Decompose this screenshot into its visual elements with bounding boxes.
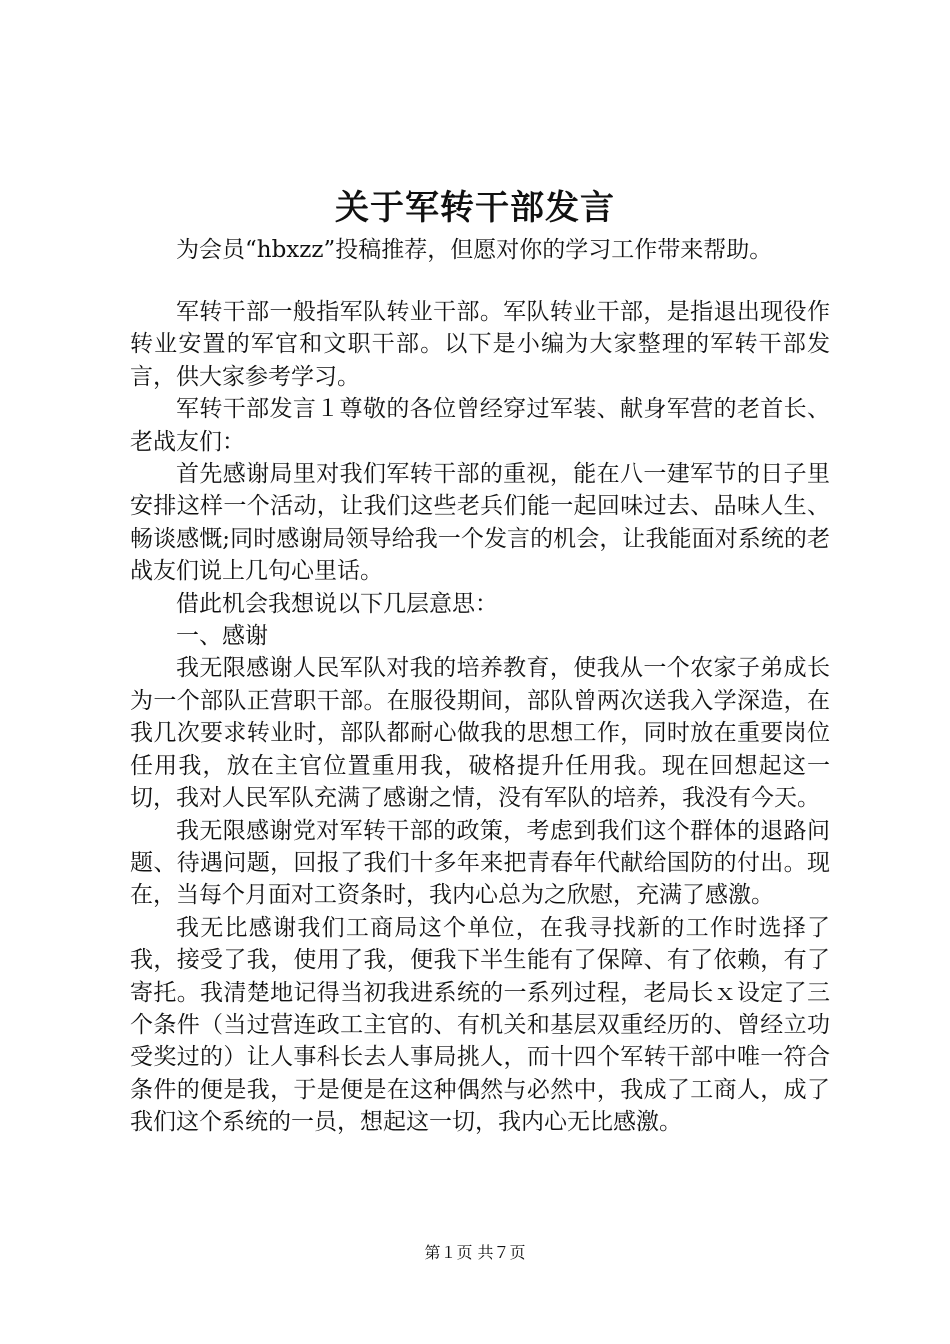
paragraph: 我无比感谢我们工商局这个单位，在我寻找新的工作时选择了我，接受了我，使用了我，便我下半生能有了保障、有了依赖，有了寄托。我清楚地记得当初我进系统的一系列过程，老局长ｘ设定了三个条件（当过营连政工主官的、有机关和基层双重经历的、曾经立功受奖过的）让人事科长去人事局挑人，而十四个军转干部中唯一符合条件的便是我，于是便是在这种偶然与必然中，我成了工商人，成了我们这个系统的一员，想起这一切，我内心无比感激。 [130, 914, 831, 1136]
paragraph: 我无限感谢党对军转干部的政策，考虑到我们这个群体的退路问题、待遇问题，回报了我们十多年来把青春年代献给国防的付出。现在，当每个月面对工资条时，我内心总为之欣慰，充满了感激。 [130, 817, 830, 909]
page-number-footer: 第１页 共７页 [424, 1243, 526, 1262]
document-title: 关于军转干部发言 [335, 188, 615, 228]
paragraph: 首先感谢局里对我们军转干部的重视，能在八一建军节的日子里安排这样一个活动，让我们这些老兵们能一起回味过去、品味人生、畅谈感慨;同时感谢局领导给我一个发言的机会，让我能面对系统的老战友们说上几句心里话。 [130, 461, 830, 585]
paragraph: 军转干部一般指军队转业干部。军队转业干部，是指退出现役作转业安置的军官和文职干部。以下是小编为大家整理的军转干部发言，供大家参考学习。 [130, 299, 830, 390]
paragraph: 我无限感谢人民军队对我的培养教育，使我从一个农家子弟成长为一个部队正营职干部。在服役期间，部队曾两次送我入学深造，在我几次要求转业时，部队都耐心做我的思想工作，同时放在重要岗位任用我，放在主官位置重用我，破格提升任用我。现在回想起这一切，我对人民军队充满了感谢之情，没有军队的培养，我没有今天。 [130, 655, 830, 812]
contributor-note: 为会员“hbxzz”投稿推荐，但愿对你的学习工作带来帮助。 [176, 237, 773, 263]
paragraph: 军转干部发言１尊敬的各位曾经穿过军装、献身军营的老首长、老战友们： [130, 396, 830, 455]
document-body [130, 296, 830, 1139]
paragraph: 借此机会我想说以下几层意思： [176, 590, 498, 617]
section-heading: 一、感谢 [176, 623, 268, 650]
